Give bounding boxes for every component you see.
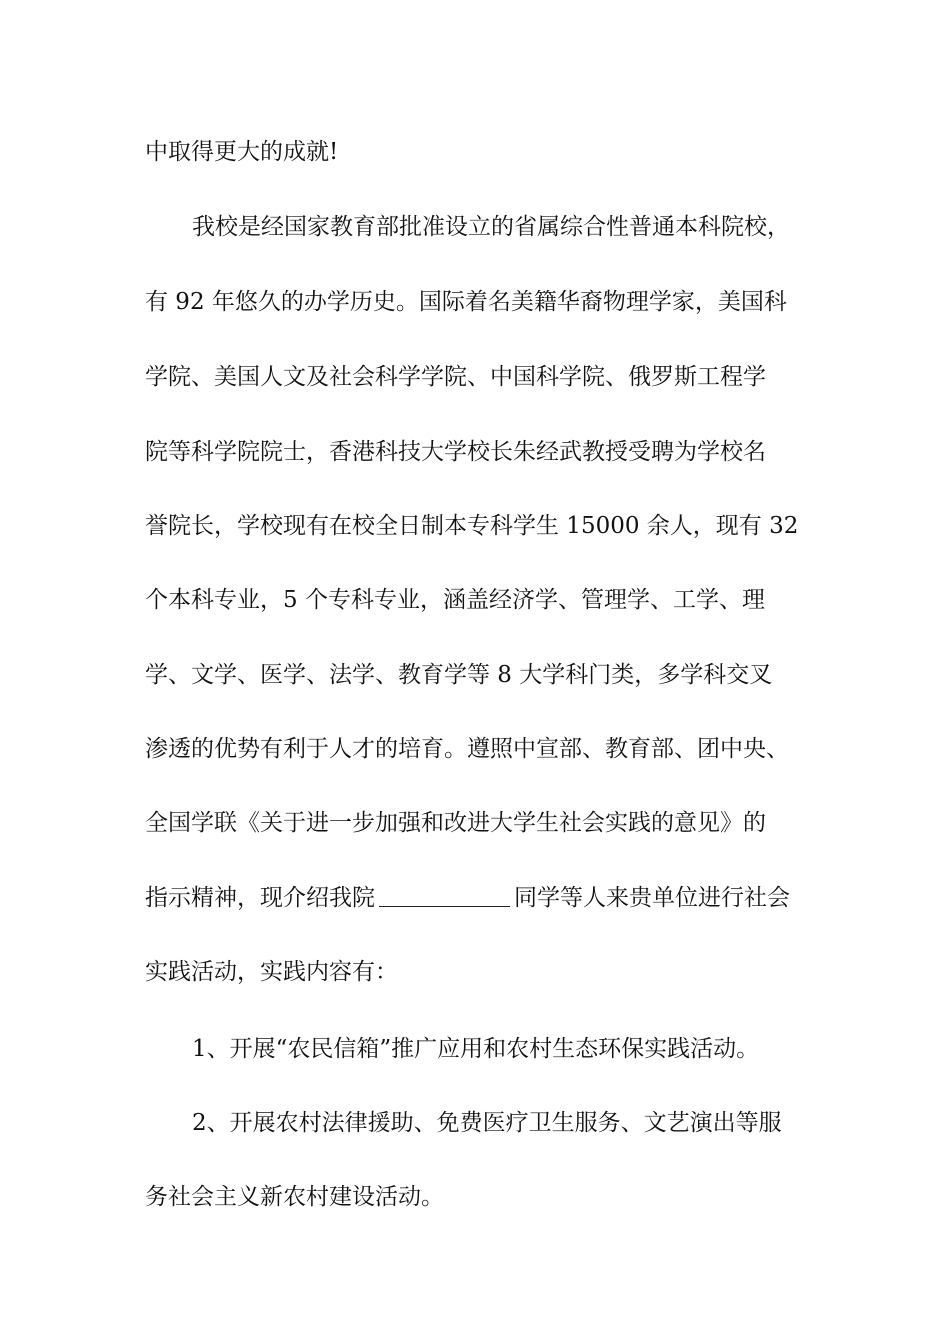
line-text: 誉院长，学校现有在校全日制本专科学生 15000 余人，现有 32 bbox=[145, 513, 799, 539]
list-item-text: 2、开展农村法律援助、免费医疗卫生服务、文艺演出等服 bbox=[192, 1110, 782, 1136]
list-item-text: 1、开展“农民信箱”推广应用和农村生态环保实践活动。 bbox=[192, 1036, 760, 1062]
line-text: 个本科专业，5 个专科专业，涵盖经济学、管理学、工学、理 bbox=[145, 587, 765, 613]
line-text: 院等科学院院士，香港科技大学校长朱经武教授受聘为学校名 bbox=[145, 439, 766, 465]
paragraph-line bbox=[0, 878, 950, 918]
list-item-text: 务社会主义新农村建设活动。 bbox=[145, 1184, 444, 1210]
paragraph-line bbox=[0, 655, 950, 695]
paragraph-line bbox=[0, 207, 950, 247]
paragraph-line bbox=[0, 580, 950, 620]
paragraph-line bbox=[0, 357, 950, 397]
paragraph-line bbox=[0, 729, 950, 769]
paragraph-line bbox=[0, 803, 950, 843]
fill-in-blank bbox=[379, 884, 510, 907]
line-text: 我校是经国家教育部批准设立的省属综合性普通本科院校， bbox=[192, 214, 790, 240]
list-item-continuation bbox=[0, 1177, 950, 1217]
line-text-before-blank: 指示精神，现介绍我院 bbox=[145, 885, 375, 911]
line-text-after-blank: 同学等人来贵单位进行社会 bbox=[514, 885, 790, 911]
paragraph-line bbox=[0, 132, 950, 172]
line-text bbox=[145, 878, 790, 918]
line-text: 渗透的优势有利于人才的培育。遵照中宣部、教育部、团中央、 bbox=[145, 736, 789, 762]
line-text: 实践活动，实践内容有： bbox=[145, 959, 398, 985]
line-text: 有 92 年悠久的办学历史。国际着名美籍华裔物理学家，美国科 bbox=[145, 289, 787, 315]
paragraph-line bbox=[0, 432, 950, 472]
paragraph-line bbox=[0, 952, 950, 992]
list-item bbox=[0, 1029, 950, 1069]
line-text: 全国学联《关于进一步加强和改进大学生社会实践的意见》的 bbox=[145, 810, 766, 836]
paragraph-line bbox=[0, 282, 950, 322]
line-text: 学院、美国人文及社会科学学院、中国科学院、俄罗斯工程学 bbox=[145, 364, 766, 390]
line-text: 学、文学、医学、法学、教育学等 8 大学科门类，多学科交叉 bbox=[145, 662, 773, 688]
paragraph-line bbox=[0, 506, 950, 546]
line-text: 中取得更大的成就! bbox=[145, 139, 339, 165]
list-item bbox=[0, 1103, 950, 1143]
